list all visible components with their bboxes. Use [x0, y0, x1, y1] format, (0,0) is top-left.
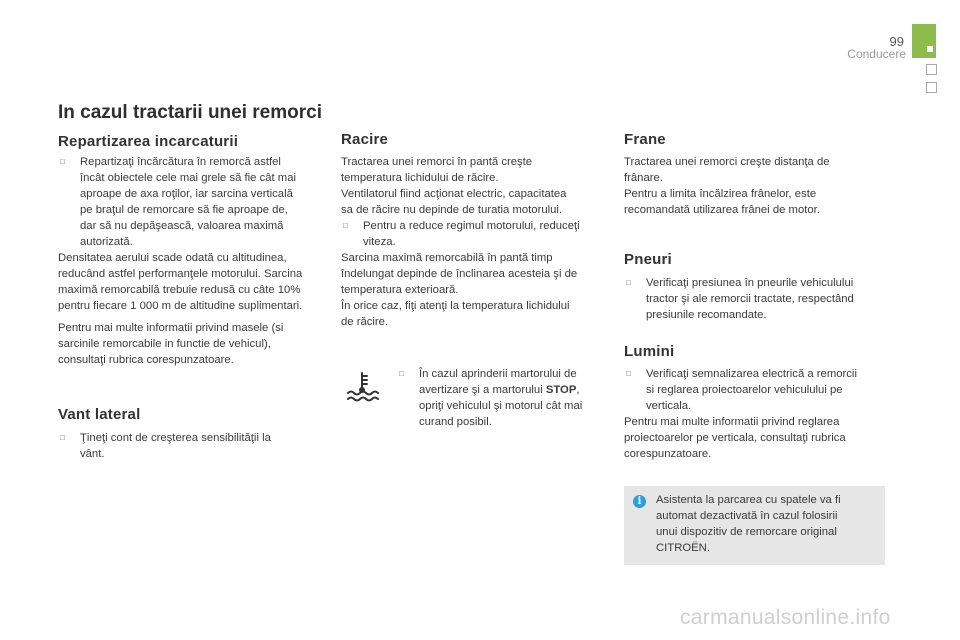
- chapter-box-icon: [926, 64, 937, 75]
- bullet-icon: □: [60, 433, 65, 442]
- watermark: carmanualsonline.info: [680, 606, 891, 629]
- info-icon: i: [633, 495, 646, 508]
- vant-heading: Vant lateral: [58, 406, 141, 423]
- bullet-icon: □: [60, 157, 65, 166]
- coolant-temperature-icon: [345, 370, 379, 404]
- pneuri-bullet: □ Verificaţi presiunea în pneurile vehiculului tractor şi ale remorcii tractate, respectând presiunile recomandate.: [626, 277, 854, 321]
- chapter-marker-icon: [927, 46, 933, 52]
- racire-heading: Racire: [341, 131, 389, 148]
- section-name: Conducere: [847, 47, 906, 61]
- bullet-icon: □: [399, 369, 404, 378]
- racire-text: [341, 154, 603, 330]
- warning-bullet: □ În cazul aprinderii martorului de avertizare şi a martorului STOP, opriţi vehiculul şi motorul cât mai curand posibil.: [399, 368, 583, 428]
- vant-bullet: □ Ţineţi cont de creşterea sensibilităţii la vânt.: [60, 432, 271, 460]
- pneuri-text: [624, 275, 886, 323]
- racire-bullet: □ Pentru a reduce regimul motorului, reduceţi viteza.: [343, 220, 580, 248]
- bullet-icon: □: [626, 278, 631, 287]
- stop-label: STOP: [545, 384, 577, 396]
- lumini-paragraph: Pentru mai multe informatii privind reglarea proiectoarelor pe verticala, consultaţi rubrica corespunzatoare.: [624, 416, 846, 460]
- lumini-bullet: □ Verificaţi semnalizarea electrică a remorcii si reglarea proiectoarelor vehiculului pe verticala.: [626, 368, 857, 412]
- page-number: 99: [889, 34, 904, 49]
- masses-paragraph: Pentru mai multe informatii privind masele (si sarcinile remorcabile in functie de vehicul), consultaţi rubrica corespunzatoare.: [58, 322, 284, 366]
- repartizare-bullet: □ Repartizaţi încărcătura în remorcă astfel încât obiectele cele mai grele să fie cât mai aproape de axa roţilor, iar sarcina verticală pe braţul de remorcare să fie aproape de, dar să nu depăşească, valoarea maximă autorizată.: [60, 156, 297, 248]
- page-title: In cazul tractarii unei remorci: [58, 102, 322, 123]
- racire-paragraph-2: Sarcina maximă remorcabilă în pantă timp îndelungat depinde de înclinarea acesteia şi de temperatura exterioară. În orice caz, fiţi atenţi la temperatura lichidului de răcire.: [341, 252, 578, 328]
- bullet-icon: □: [343, 221, 348, 230]
- altitude-paragraph: Densitatea aerului scade odată cu altitudinea, reducând astfel performanţele motorului. Sarcina maximă remorcabilă trebuie redusă cu câte 10% pentru fiecare 1 000 m de altitudine suplimentari.: [58, 252, 303, 312]
- bullet-icon: □: [626, 369, 631, 378]
- warning-text: [397, 366, 607, 430]
- racire-paragraph: Tractarea unei remorci în pantă creşte temperatura lichidului de răcire. Ventilatorul fiind acţionat electric, capacitatea sa de răcire nu depinde de turatia motorului.: [341, 156, 567, 216]
- frane-text: Tractarea unei remorci creşte distanţa de frânare. Pentru a limita încălzirea frânelor, este recomandată utilizarea frânei de motor.: [624, 156, 830, 216]
- lumini-text: [624, 366, 886, 462]
- pneuri-heading: Pneuri: [624, 251, 672, 268]
- lumini-heading: Lumini: [624, 343, 675, 360]
- info-note-box: [624, 486, 885, 565]
- repartizare-text: [58, 154, 320, 368]
- chapter-tab: [912, 24, 936, 58]
- chapter-box-icon: [926, 82, 937, 93]
- repartizare-heading: Repartizarea incarcaturii: [58, 133, 239, 150]
- vant-text: [58, 430, 320, 462]
- frane-heading: Frane: [624, 131, 666, 148]
- info-note-text: Asistenta la parcarea cu spatele va fi automat dezactivată în cazul folosirii unui dispozitiv de remorcare original CITROËN.: [656, 494, 841, 554]
